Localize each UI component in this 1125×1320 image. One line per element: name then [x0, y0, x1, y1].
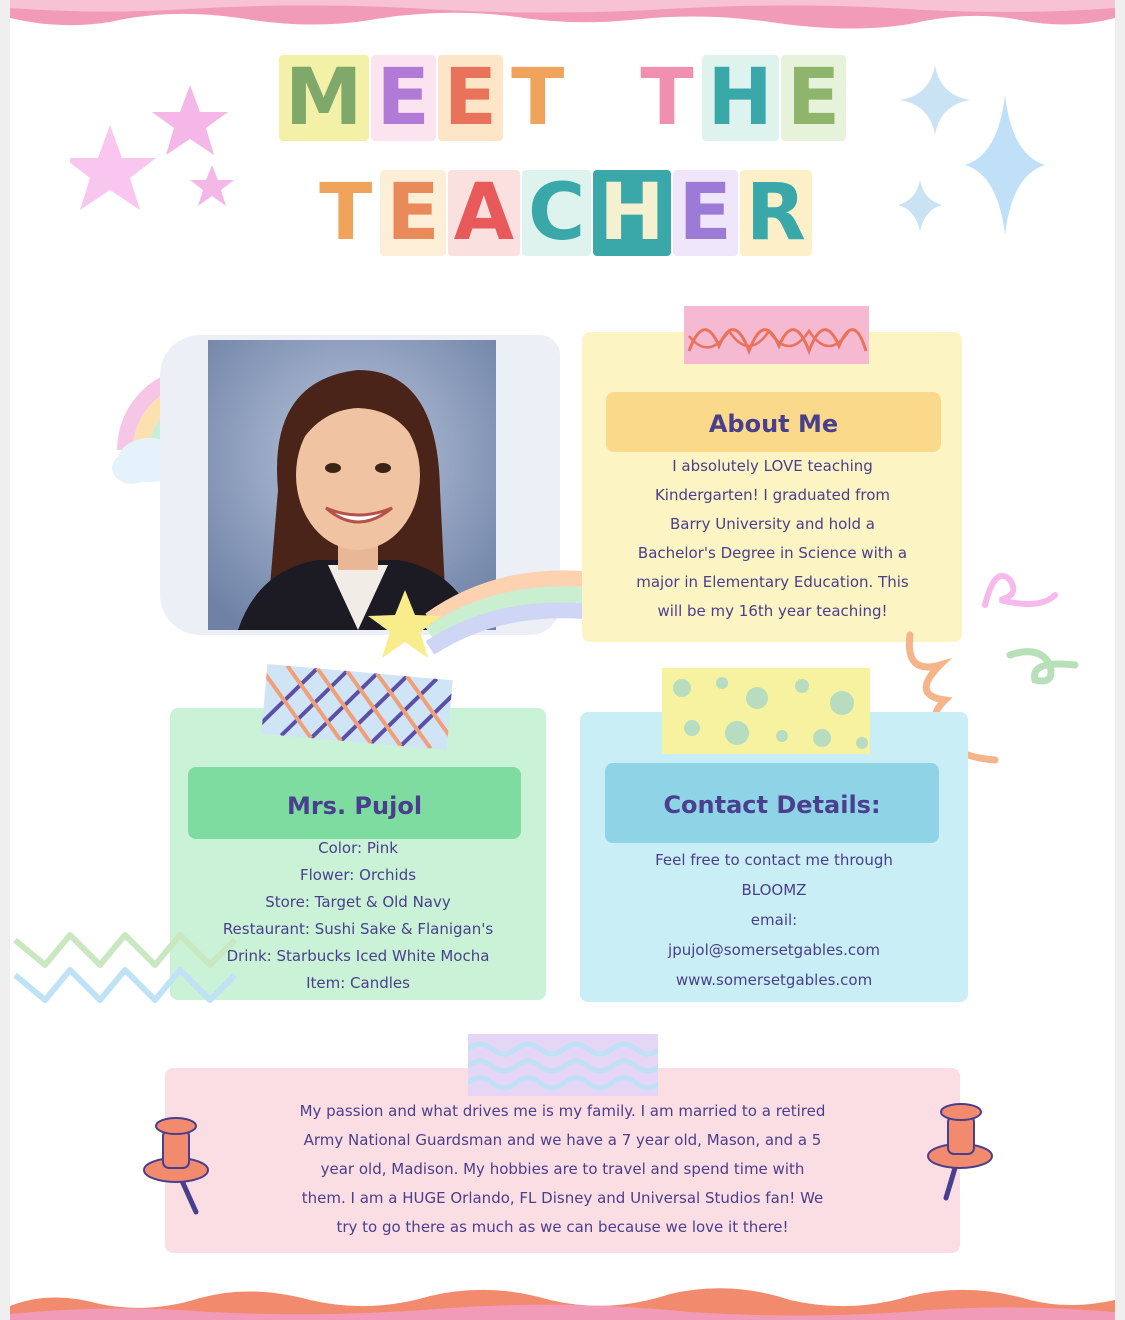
about-line: major in Elementary Education. This [636, 573, 909, 591]
contact-website: www.somersetgables.com [675, 971, 873, 989]
about-line: will be my 16th year teaching! [657, 602, 888, 620]
family-line: year old, Madison. My hobbies are to travel and spend time with [320, 1160, 805, 1178]
about-heading: About Me [606, 392, 941, 452]
tape-dots [662, 668, 870, 754]
title-letter: C [522, 170, 591, 256]
pushpin-icon [138, 1112, 218, 1222]
favorite-item: Color: Pink [318, 839, 398, 857]
favorite-item: Drink: Starbucks Iced White Mocha [226, 947, 490, 965]
favorite-item: Flower: Orchids [299, 866, 417, 884]
flyer-page [10, 0, 1115, 1320]
title-letter: M [279, 55, 369, 141]
family-text [185, 1097, 940, 1242]
favorite-item: Store: Target & Old Navy [265, 893, 451, 911]
tape-waves [468, 1034, 658, 1096]
top-torn-border [10, 0, 1115, 40]
contact-text [588, 845, 960, 995]
title-letter: E [781, 55, 846, 141]
name-heading: Mrs. Pujol [188, 767, 521, 839]
title-letter: R [740, 170, 812, 256]
bottom-torn-border [10, 1270, 1115, 1320]
title-letter: E [673, 170, 738, 256]
contact-app-name: BLOOMZ [741, 881, 807, 899]
title-letter: H [593, 170, 670, 256]
title-letter: T [634, 55, 699, 141]
contact-line: Feel free to contact me through [655, 851, 893, 869]
favorite-item: Item: Candles [306, 974, 410, 992]
title-letter: T [313, 170, 378, 256]
family-line: them. I am a HUGE Orlando, FL Disney and Universal Studios fan! We [301, 1189, 824, 1207]
contact-heading: Contact Details: [605, 763, 939, 843]
family-line: My passion and what drives me is my family. I am married to a retired [299, 1102, 826, 1120]
shooting-star-icon [360, 550, 600, 670]
about-line: Bachelor's Degree in Science with a [637, 544, 908, 562]
title-letter: T [505, 55, 570, 141]
title-letter: A [448, 170, 520, 256]
favorite-item: Restaurant: Sushi Sake & Flanigan's [222, 920, 494, 938]
contact-email-label: email: [750, 911, 798, 929]
family-line: Army National Guardsman and we have a 7 year old, Mason, and a 5 [303, 1131, 822, 1149]
pushpin-icon [918, 1098, 998, 1208]
title-letter: H [702, 55, 779, 141]
zigzag-icon [10, 920, 240, 1030]
about-line: Kindergarten! I graduated from [654, 486, 891, 504]
title-line-2 [10, 170, 1115, 256]
tape-pink [684, 306, 869, 364]
title-line-1 [10, 55, 1115, 141]
about-line: I absolutely LOVE teaching [672, 457, 873, 475]
about-line: Barry University and hold a [670, 515, 875, 533]
title-letter: E [380, 170, 445, 256]
title-letter: E [371, 55, 436, 141]
contact-email: jpujol@somersetgables.com [668, 941, 880, 959]
title-letter: E [438, 55, 503, 141]
family-line: try to go there as much as we can because we love it there! [336, 1218, 789, 1236]
